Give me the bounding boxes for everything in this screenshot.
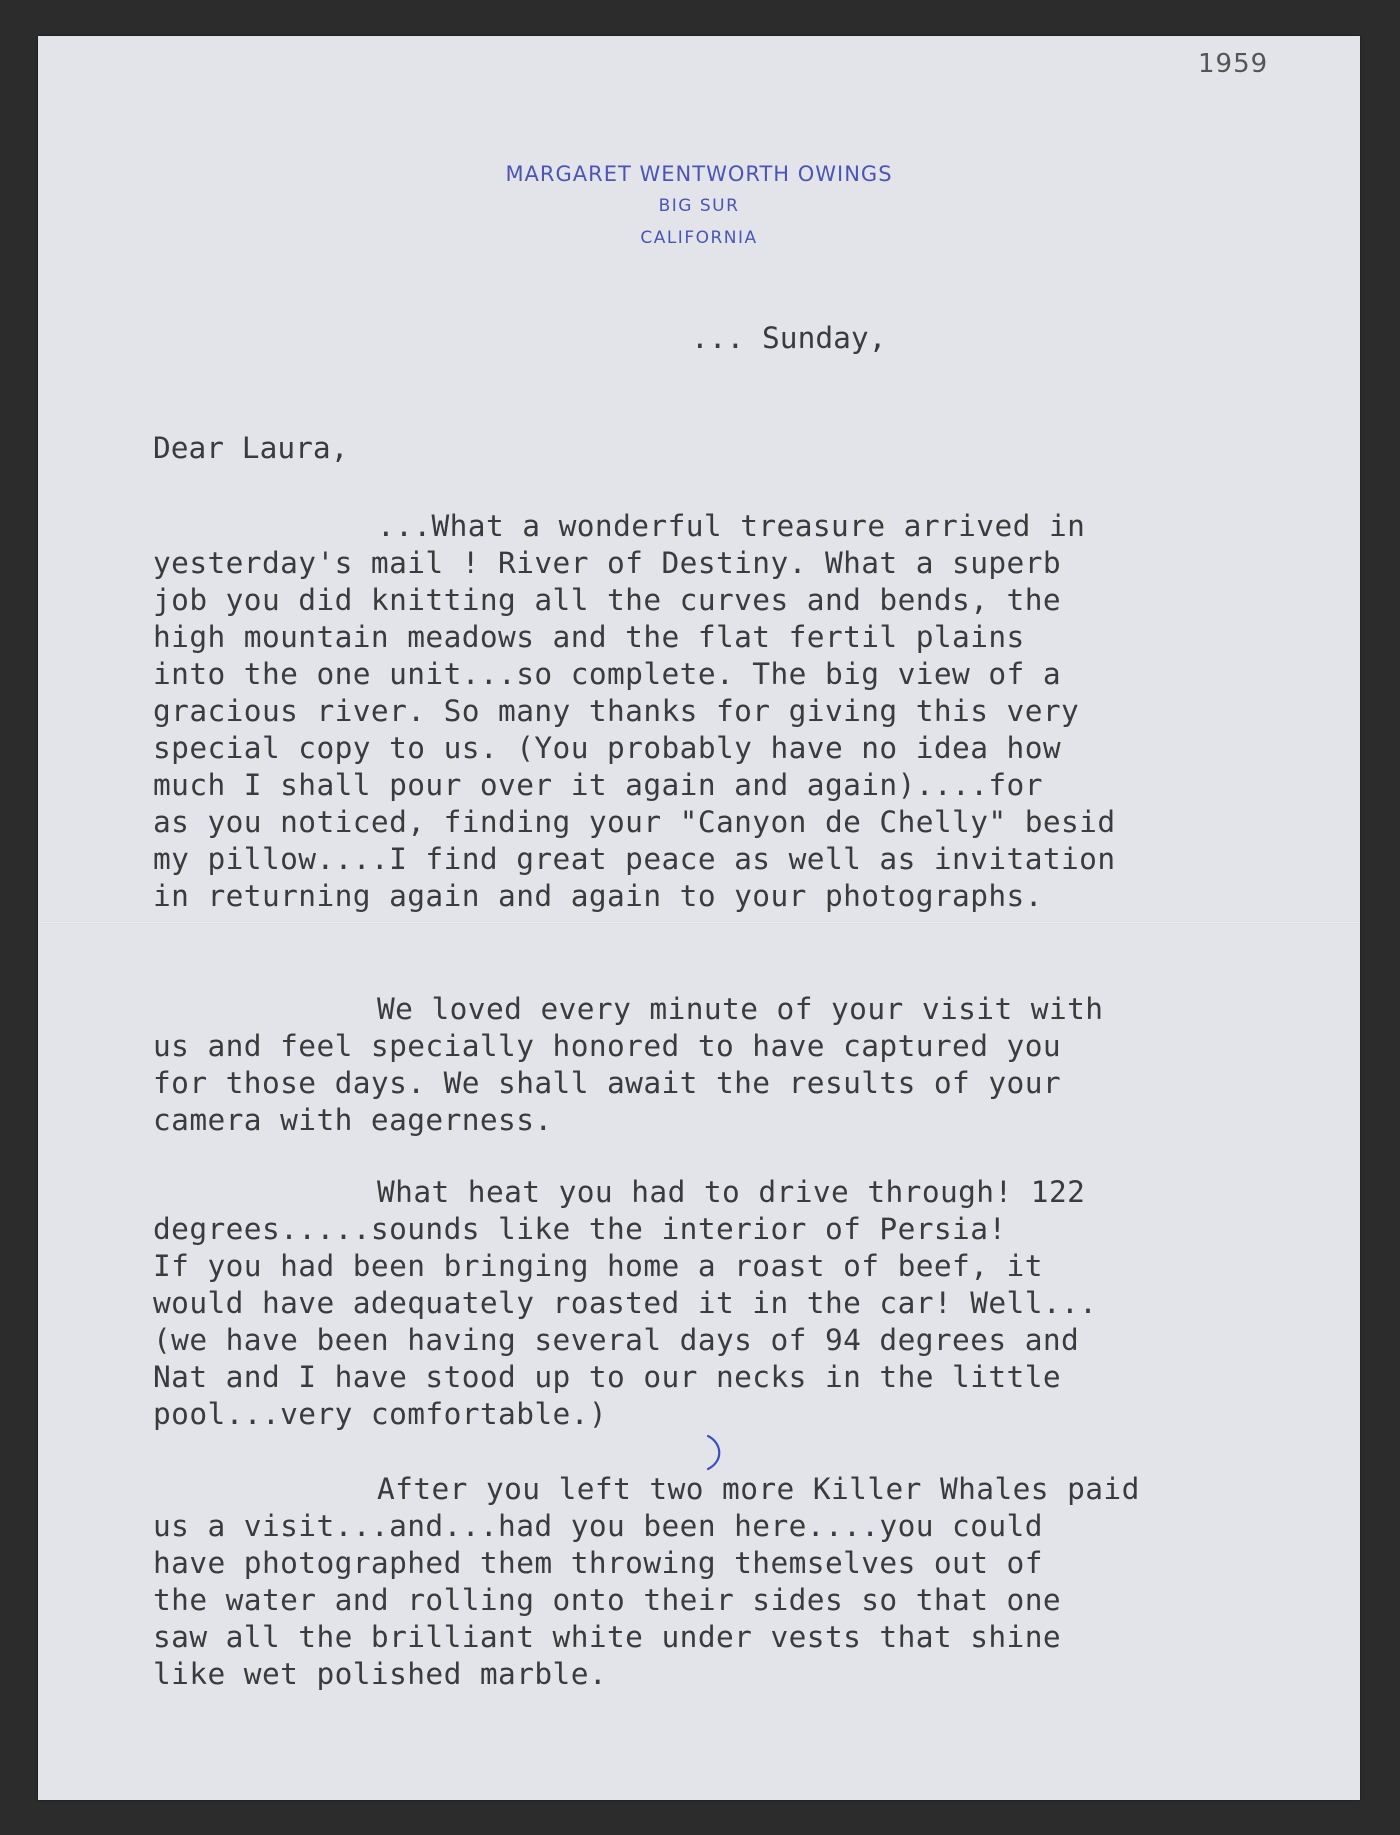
paragraph-3 [153,1174,1353,1433]
text-line: us and feel specially honored to have captured you [153,1029,1062,1063]
handwritten-paren-correction [702,1433,728,1471]
text-line: my pillow....I find great peace as well as invitation [153,842,1116,876]
text-line: into the one unit...so complete. The big view of a [153,657,1062,691]
letter-page [38,36,1360,1800]
text-line: We loved every minute of your visit with [377,992,1104,1026]
text-line: What heat you had to drive through! 122 [377,1175,1086,1209]
text-line: for those days. We shall await the results of your [153,1066,1062,1100]
text-line: (we have been having several days of 94 degrees and [153,1323,1080,1357]
text-line: If you had been bringing home a roast of beef, it [153,1249,1043,1283]
text-line: ...What a wonderful treasure arrived in [377,509,1086,543]
text-line: the water and rolling onto their sides so that one [153,1583,1062,1617]
text-line: job you did knitting all the curves and bends, the [153,583,1062,617]
paragraph-1 [153,508,1353,915]
date-line: ... Sunday, [691,321,887,355]
text-line: us a visit...and...had you been here....you could [153,1509,1043,1543]
salutation: Dear Laura, [153,431,349,465]
text-line: have photographed them throwing themselves out of [153,1546,1043,1580]
text-line: much I shall pour over it again and again)....for [153,768,1043,802]
text-line: degrees.....sounds like the interior of Persia! [153,1212,1007,1246]
text-line: camera with eagerness. [153,1103,553,1137]
handwritten-year: 1959 [1198,49,1269,79]
text-line: yesterday's mail ! River of Destiny. What a superb [153,546,1062,580]
paper-fold [38,921,1360,924]
letterhead-state: CALIFORNIA [640,228,758,248]
text-line: as you noticed, finding your "Canyon de Chelly" besid [153,805,1116,839]
text-line: in returning again and again to your photographs. [153,879,1043,913]
paragraph-4 [153,1471,1353,1693]
text-line: high mountain meadows and the flat fertil plains [153,620,1025,654]
letterhead-name: MARGARET WENTWORTH OWINGS [505,162,893,186]
text-line: After you left two more Killer Whales paid [377,1472,1140,1506]
text-line: pool...very comfortable.) [153,1397,608,1431]
text-line: like wet polished marble. [153,1657,608,1691]
text-line: would have adequately roasted it in the car! Well... [153,1286,1098,1320]
text-line: Nat and I have stood up to our necks in the little [153,1360,1062,1394]
text-line: gracious river. So many thanks for giving this very [153,694,1080,728]
letterhead [38,158,1360,254]
paragraph-2 [153,991,1353,1139]
text-line: special copy to us. (You probably have no idea how [153,731,1062,765]
text-line: saw all the brilliant white under vests that shine [153,1620,1062,1654]
letterhead-town: BIG SUR [658,196,740,216]
